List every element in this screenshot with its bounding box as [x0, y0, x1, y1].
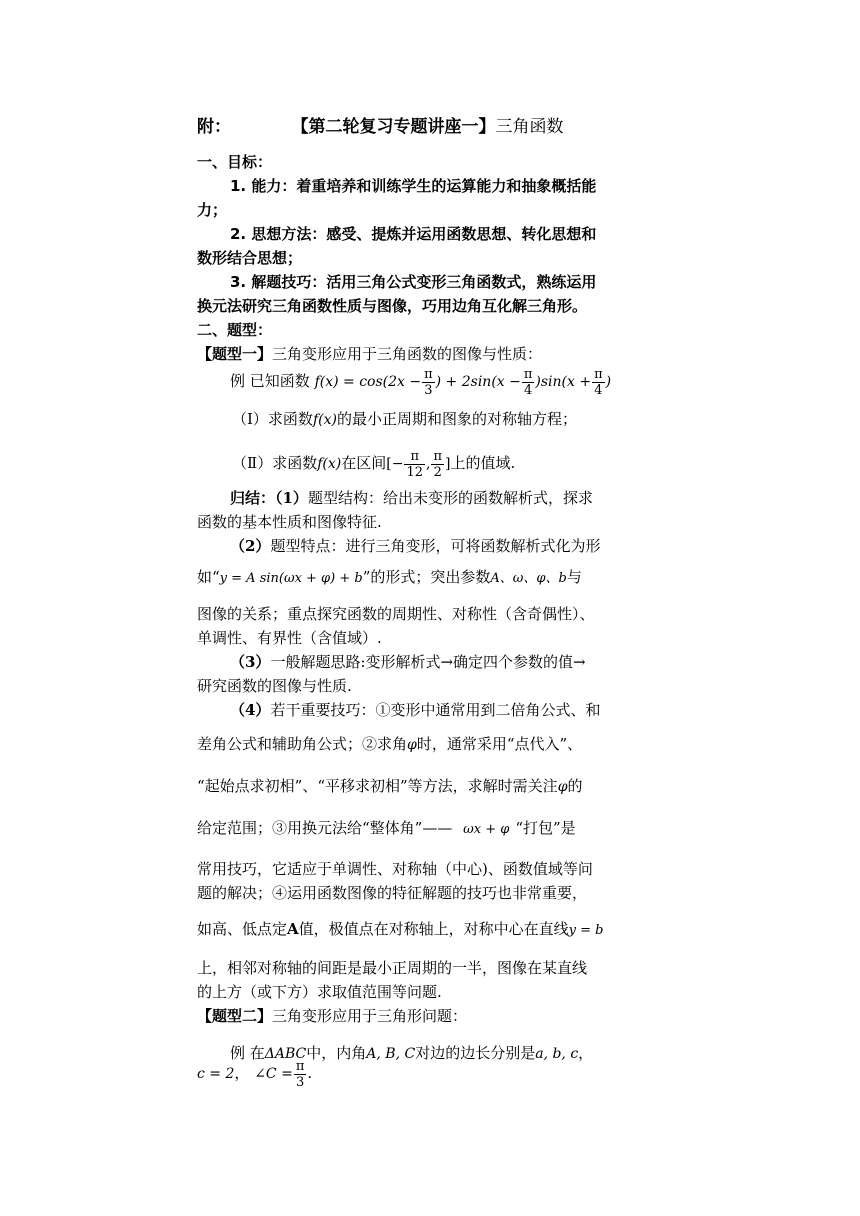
summary1-text: 题型结构：给出未变形的函数解析式，探求 — [307, 489, 593, 507]
title-bracket: 【第二轮复习专题讲座一】 — [291, 117, 496, 137]
s4-l7-c: 值，极值点在对称轴上，对称中心在直线 — [298, 920, 569, 938]
summary3-line2: 研究函数的图像与性质. — [197, 677, 352, 695]
summary1-line1 — [230, 488, 593, 508]
summary2-line2 — [197, 567, 582, 589]
section1-heading: 一、目标： — [197, 153, 273, 171]
cond-end: . — [307, 1064, 313, 1082]
example2-suffix: ， — [578, 1044, 594, 1062]
frac-pi-4-a: $\frac{\pi}{4}$ — [523, 366, 533, 398]
s4-l4-a: 给定范围；③用换元法给“整体角”—— — [197, 819, 453, 837]
type1-example — [230, 364, 611, 399]
summary2-line3: 图像的关系；重点探究函数的周期性、对称性（含奇偶性）、 — [197, 605, 595, 623]
type1-header — [197, 344, 542, 364]
summary4-line6: 题的解决；④运用函数图像的特征解题的技巧也非常重要， — [197, 884, 588, 902]
q1-suffix: 的最小正周期和图象的对称轴方程； — [336, 410, 577, 428]
s4-l2-a: 差角公式和辅助角公式；②求角 — [197, 735, 408, 753]
side-c-value: c = 2 — [197, 1066, 235, 1082]
type2-title: 三角变形应用于三角形问题： — [272, 1007, 468, 1025]
summary3-text: 一般解题思路:变形解析式→确定四个参数的值→ — [270, 653, 586, 671]
frac-pi-2: $\frac{\pi}{2}$ — [433, 448, 442, 480]
goal-item1-line1: 1. 能力：着重培养和训练学生的运算能力和抽象概括能 — [230, 177, 597, 195]
function-eq-mid: ) + 2sin(x − — [435, 374, 521, 390]
angle-c-label: ∠C = — [254, 1066, 293, 1082]
interval-comma: , — [425, 456, 431, 472]
goal-item3-line2: 换元法研究三角函数性质与图像，巧用边角互化解三角形。 — [197, 297, 588, 315]
q1-fx: f(x) — [312, 412, 337, 428]
params-list: A、ω、φ、b — [490, 571, 567, 586]
section2-heading: 二、题型： — [197, 321, 273, 339]
s2-quote-open: 如“ — [197, 568, 220, 586]
type2-conditions — [197, 1056, 312, 1091]
type1-label: 【题型一】 — [197, 345, 273, 363]
phi-symbol-2: φ — [557, 779, 568, 795]
summary2-label: （2） — [230, 537, 271, 555]
cond-sep: ， — [234, 1064, 250, 1082]
goal-item3-line1: 3. 解题技巧：活用三角公式变形三角函数式，熟练运用 — [230, 273, 597, 291]
y-eq-b: y = b — [568, 923, 604, 938]
s2-quote-close: ”的形式；突出参数 — [362, 568, 491, 586]
q1-prefix: （Ⅰ）求函数 — [232, 410, 313, 428]
summary4-line4 — [197, 818, 576, 840]
summary4-line1 — [230, 700, 600, 720]
title-prefix: 附： — [197, 117, 231, 137]
s4-l7-b: A — [287, 920, 299, 938]
summary4-text: 若干重要技巧：①变形中通常用到二倍角公式、和 — [270, 701, 601, 719]
summary1-line2: 函数的基本性质和图像特征. — [197, 513, 382, 531]
summary4-line2 — [197, 734, 582, 755]
s4-l3-b: 的 — [567, 777, 583, 795]
summary1-label: 归结：（1） — [230, 489, 308, 507]
frac-pi-3: $\frac{\pi}{3}$ — [424, 366, 433, 398]
example2-mid2: 对边的边长分别是 — [415, 1044, 536, 1062]
function-eq-left: f(x) = cos(2x − — [314, 374, 422, 390]
type2-label: 【题型二】 — [197, 1007, 273, 1025]
summary2-line4: 单调性、有界性（含值域）. — [197, 629, 382, 647]
s4-l3-a: “起始点求初相”、“平移求初相”等方法，求解时需关注 — [197, 777, 558, 795]
summary4-line5: 常用技巧，它适应于单调性、对称轴（中心)、函数值域等问 — [197, 860, 593, 878]
question1 — [232, 409, 577, 430]
summary4-label: （4） — [230, 701, 271, 719]
title-topic: 三角函数 — [495, 117, 564, 137]
summary2-text: 题型特点：进行三角变形，可将函数解析式化为形 — [270, 537, 601, 555]
q2-prefix: （Ⅱ）求函数 — [232, 454, 318, 472]
s4-l4-b: “打包”是 — [515, 819, 576, 837]
q2-fx: f(x) — [317, 456, 342, 472]
goal-item2-line2: 数形结合思想； — [197, 249, 303, 267]
summary2-line1 — [230, 536, 600, 556]
goal-item1-line2: 力； — [197, 201, 228, 219]
summary4-line3 — [197, 776, 583, 797]
triangle-abc: ΔABC — [264, 1046, 307, 1062]
function-eq-end: ) — [605, 374, 612, 390]
question2 — [232, 446, 515, 481]
goal-item2-line1: 2. 思想方法：感受、提炼并运用函数思想、转化思想和 — [230, 225, 597, 243]
example2-mid1: 中，内角 — [306, 1044, 367, 1062]
example1-prefix: 例 已知函数 — [230, 372, 310, 390]
summary4-line8: 上，相邻对称轴的间距是最小正周期的一半，图像在某直线 — [197, 959, 588, 977]
wx-phi-expression: ωx + φ — [463, 822, 510, 837]
form-expression: y = A sin(ωx + φ) + b — [219, 571, 363, 586]
q2-mid: 在区间 — [341, 454, 387, 472]
s2-and: 与 — [566, 568, 582, 586]
frac-pi-3-angle: $\frac{\pi}{3}$ — [295, 1058, 305, 1090]
type1-title: 三角变形应用于三角函数的图像与性质： — [272, 345, 543, 363]
summary3-line1 — [230, 652, 586, 672]
s4-l7-a: 如高、低点定 — [197, 920, 288, 938]
q2-suffix: 上的值域. — [450, 454, 516, 472]
function-eq-mid2: )sin(x + — [535, 374, 592, 390]
frac-pi-4-b: $\frac{\pi}{4}$ — [594, 366, 603, 398]
summary4-line9: 的上方（或下方）求取值范围等问题. — [197, 983, 442, 1001]
summary3-label: （3） — [230, 653, 271, 671]
sides-abc: a, b, c — [535, 1046, 579, 1062]
example2-prefix: 例 在 — [230, 1044, 265, 1062]
interval-close: ] — [444, 456, 451, 472]
phi-symbol: φ — [407, 737, 417, 753]
frac-pi-12: $\frac{\pi}{12}$ — [406, 448, 423, 480]
summary4-line7 — [197, 919, 604, 941]
type2-header — [197, 1006, 467, 1026]
angles-abc: A, B, C — [366, 1046, 416, 1062]
s4-l2-b: 时，通常采用“点代入”、 — [416, 735, 583, 753]
interval-open: [− — [386, 456, 404, 472]
document-title — [197, 117, 563, 137]
